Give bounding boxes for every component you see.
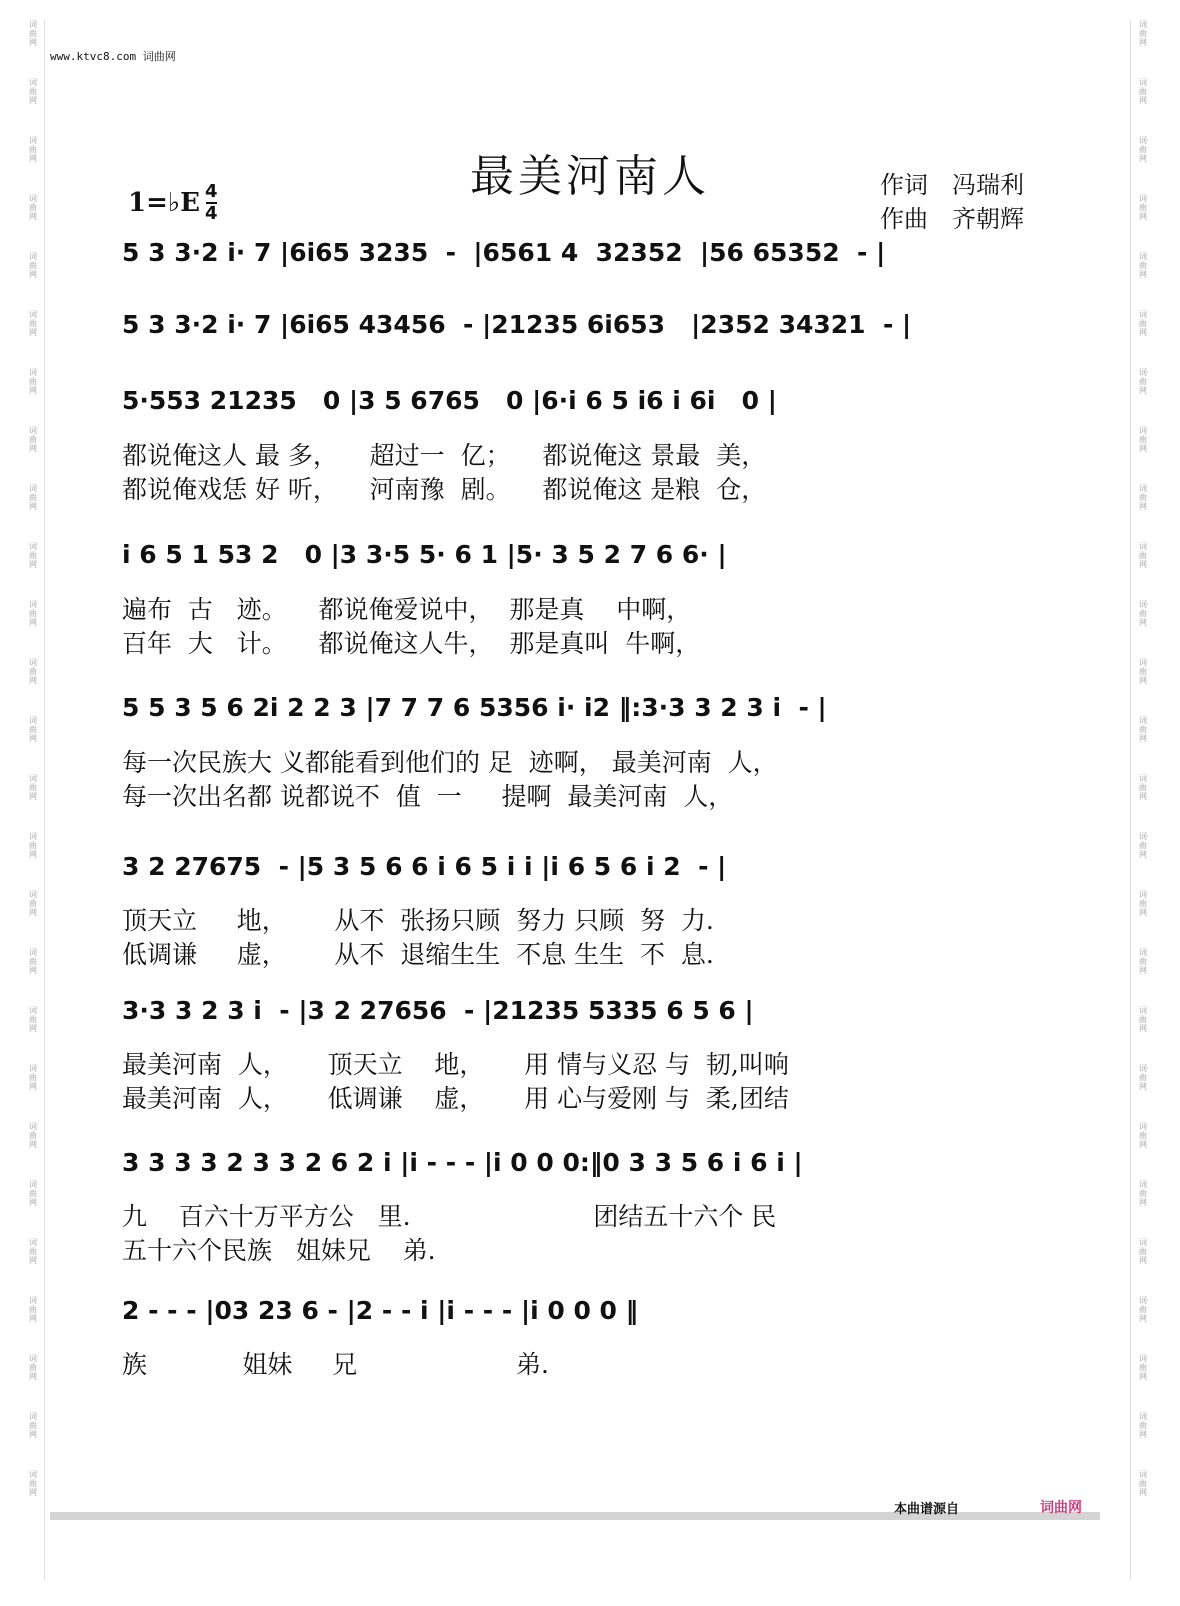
side-watermark: 词 曲 网: [1139, 948, 1147, 975]
lyric-row-7a: 最美河南 人， 顶天立 地， 用 情与义忍 与 韧,叫响: [122, 1050, 789, 1079]
notation-row-5: 5 5 3 5 6 2i 2 2 3 |7 7 7 6 5356 i· i2 ‖:3·3 3 2 3 i - |: [122, 693, 827, 722]
side-watermark: 词 曲 网: [29, 658, 37, 685]
side-watermark: 词 曲 网: [1139, 1296, 1147, 1323]
side-watermark: 词 曲 网: [29, 1180, 37, 1207]
key-signature: 1=♭E: [128, 188, 200, 218]
side-watermark: 词 曲 网: [29, 716, 37, 743]
meter-top: 4: [205, 181, 218, 202]
side-watermark: 词 曲 网: [1139, 1122, 1147, 1149]
side-watermark: 词 曲 网: [29, 1238, 37, 1265]
side-watermark: 词 曲 网: [29, 948, 37, 975]
left-watermark-strip: [26, 20, 40, 1580]
lyric-row-8b: 五十六个民族 姐妹兄 弟.: [122, 1236, 436, 1265]
notation-row-8: 3 3 3 3 2 3 3 2 6 2 i |i - - - |i 0 0 0:‖0 3 3 5 6 i 6 i |: [122, 1148, 803, 1177]
side-watermark: 词 曲 网: [29, 600, 37, 627]
lyric-row-4b: 百年 大 计。 都说俺这人牛， 那是真叫 牛啊，: [122, 629, 701, 658]
footer-source: 本曲谱源自: [894, 1502, 960, 1517]
side-watermark: 词 曲 网: [1139, 136, 1147, 163]
right-watermark-strip: [1136, 20, 1150, 1580]
footer-logo[interactable]: 词曲网: [1040, 1500, 1082, 1516]
side-watermark: 词 曲 网: [29, 1412, 37, 1439]
meter-bottom: 4: [205, 203, 218, 224]
lyric-row-8a: 九 百六十万平方公 里. 团结五十六个 民: [122, 1202, 777, 1231]
side-watermark: 词 曲 网: [29, 252, 37, 279]
side-watermark: 词 曲 网: [29, 774, 37, 801]
lyric-row-6a: 顶天立 地， 从不 张扬只顾 努力 只顾 努 力.: [122, 906, 714, 935]
side-watermark: 词 曲 网: [29, 1122, 37, 1149]
side-watermark: 词 曲 网: [1139, 426, 1147, 453]
side-watermark: 词 曲 网: [1139, 542, 1147, 569]
notation-row-7: 3·3 3 2 3 i - |3 2 27656 - |21235 5335 6 5 6 |: [122, 996, 754, 1025]
side-watermark: 词 曲 网: [29, 368, 37, 395]
notation-row-9: 2 - - - |03 23 6 - |2 - - i |i - - - |i 0 0 0 ‖: [122, 1296, 639, 1325]
credits: [880, 168, 1024, 236]
side-watermark: 词 曲 网: [1139, 1354, 1147, 1381]
side-watermark: 词 曲 网: [29, 194, 37, 221]
side-watermark: 词 曲 网: [1139, 484, 1147, 511]
lyric-row-6b: 低调谦 虚， 从不 退缩生生 不息 生生 不 息.: [122, 940, 714, 969]
side-watermark: 词 曲 网: [1139, 310, 1147, 337]
lyric-row-3a: 都说俺这人 最 多， 超过一 亿； 都说俺这 景最 美，: [122, 441, 767, 470]
side-watermark: 词 曲 网: [1139, 194, 1147, 221]
side-watermark: 词 曲 网: [1139, 368, 1147, 395]
composer: 作曲 齐朝辉: [880, 205, 1024, 233]
notation-row-2: 5 3 3·2 i· 7 |6i65 43456 - |21235 6i653 |2352 34321 - |: [122, 310, 912, 339]
side-watermark: 词 曲 网: [1139, 658, 1147, 685]
side-watermark: 词 曲 网: [1139, 1006, 1147, 1033]
side-watermark: 词 曲 网: [29, 20, 37, 47]
side-watermark: 词 曲 网: [1139, 20, 1147, 47]
side-watermark: 词 曲 网: [29, 832, 37, 859]
side-watermark: 词 曲 网: [1139, 78, 1147, 105]
lyricist: 作词 冯瑞利: [880, 171, 1024, 199]
side-watermark: 词 曲 网: [1139, 774, 1147, 801]
side-watermark: 词 曲 网: [1139, 1180, 1147, 1207]
side-watermark: 词 曲 网: [1139, 1412, 1147, 1439]
side-watermark: 词 曲 网: [1139, 600, 1147, 627]
site-url[interactable]: www.ktvc8.com 词曲网: [50, 50, 176, 63]
side-watermark: 词 曲 网: [29, 1296, 37, 1323]
side-watermark: 词 曲 网: [1139, 1238, 1147, 1265]
lyric-row-5a: 每一次民族大 义都能看到他们的 足 迹啊， 最美河南 人，: [122, 748, 778, 777]
side-watermark: 词 曲 网: [1139, 1470, 1147, 1497]
side-watermark: 词 曲 网: [29, 1064, 37, 1091]
song-title: 最美河南人: [470, 151, 710, 202]
left-border-line: [44, 20, 45, 1580]
lyric-row-9: 族 姐妹 兄 弟.: [122, 1350, 549, 1379]
side-watermark: 词 曲 网: [1139, 890, 1147, 917]
side-watermark: 词 曲 网: [29, 426, 37, 453]
lyric-row-4a: 遍布 古 迹。 都说俺爱说中， 那是真 中啊，: [122, 595, 692, 624]
side-watermark: 词 曲 网: [29, 136, 37, 163]
notation-row-3: 5·553 21235 0 |3 5 6765 0 |6·i 6 5 i6 i 6i 0 |: [122, 386, 777, 415]
side-watermark: 词 曲 网: [29, 484, 37, 511]
notation-row-6: 3 2 27675 - |5 3 5 6 6 i 6 5 i i |i 6 5 6 i 2 - |: [122, 852, 727, 881]
side-watermark: 词 曲 网: [1139, 1064, 1147, 1091]
time-signature: [205, 182, 218, 224]
side-watermark: 词 曲 网: [29, 310, 37, 337]
notation-row-1: 5 3 3·2 i· 7 |6i65 3235 - |6561 4 32352 |56 65352 - |: [122, 238, 886, 267]
side-watermark: 词 曲 网: [29, 1354, 37, 1381]
side-watermark: 词 曲 网: [29, 78, 37, 105]
side-watermark: 词 曲 网: [29, 1470, 37, 1497]
lyric-row-5b: 每一次出名都 说都说不 值 一 提啊 最美河南 人，: [122, 782, 734, 811]
side-watermark: 词 曲 网: [1139, 716, 1147, 743]
right-border-line: [1130, 20, 1131, 1580]
side-watermark: 词 曲 网: [29, 890, 37, 917]
side-watermark: 词 曲 网: [1139, 252, 1147, 279]
notation-row-4: i 6 5 1 53 2 0 |3 3·5 5· 6 1 |5· 3 5 2 7 6 6· |: [122, 540, 727, 569]
lyric-row-7b: 最美河南 人， 低调谦 虚， 用 心与爱刚 与 柔,团结: [122, 1084, 789, 1113]
side-watermark: 词 曲 网: [1139, 832, 1147, 859]
side-watermark: 词 曲 网: [29, 1006, 37, 1033]
lyric-row-3b: 都说俺戏恁 好 听， 河南豫 剧。 都说俺这 是粮 仓，: [122, 475, 767, 504]
side-watermark: 词 曲 网: [29, 542, 37, 569]
